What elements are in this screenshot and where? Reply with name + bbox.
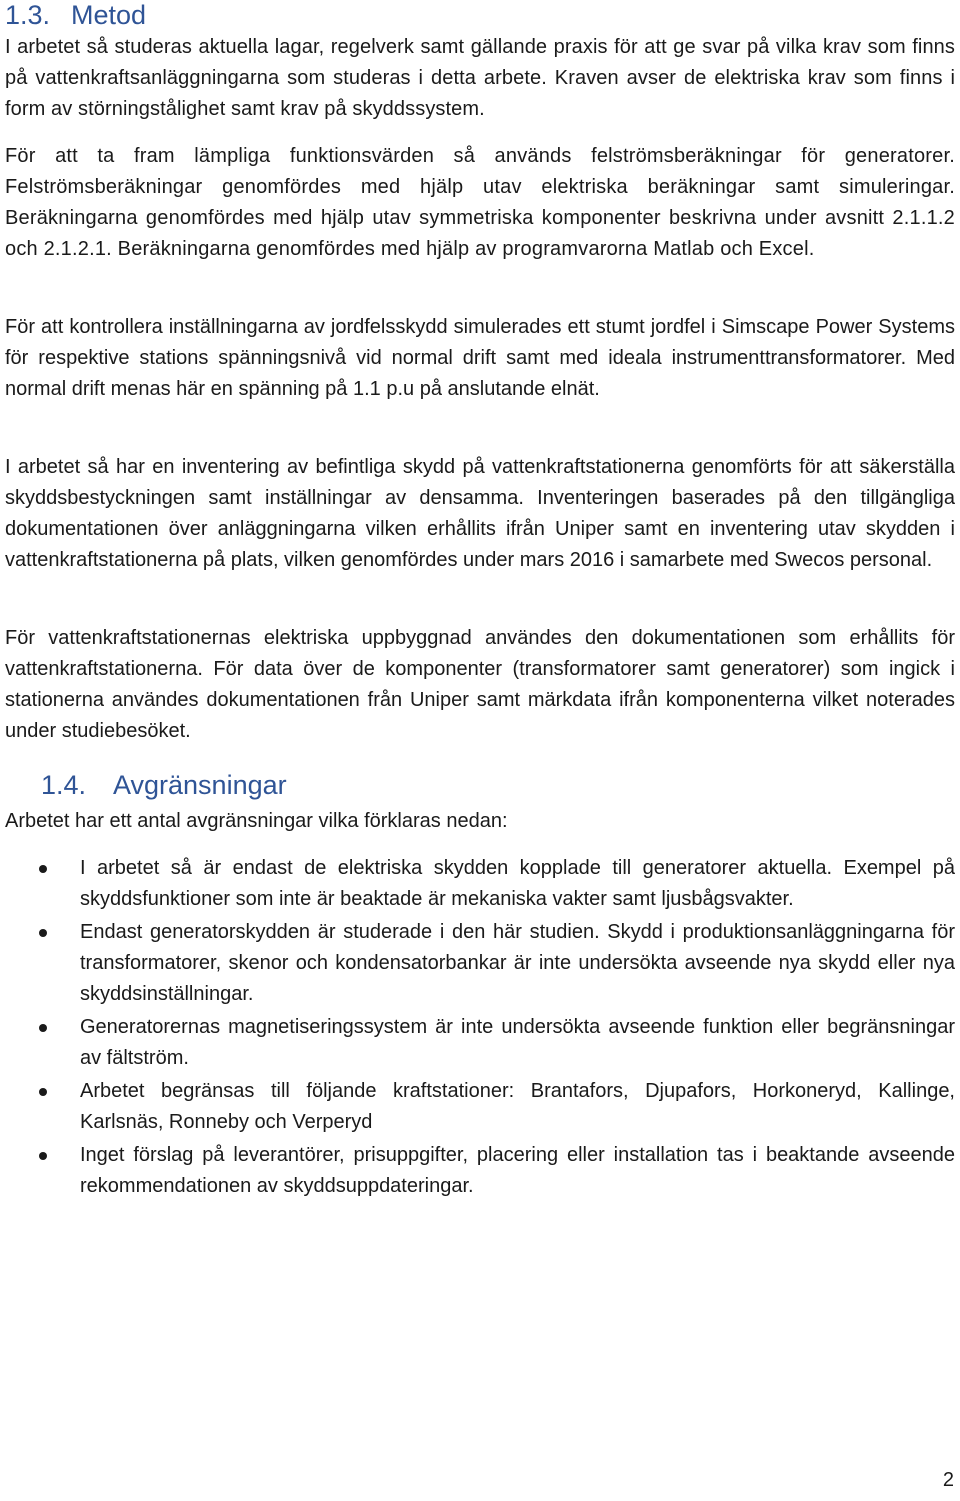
section-number: 1.4. [41,770,87,800]
list-item [5,917,955,1010]
bullet-icon [39,1088,47,1096]
bullet-icon [39,1024,47,1032]
section-title: Metod [71,0,147,30]
paragraph: I arbetet så studeras aktuella lagar, regelverk samt gällande praxis för att ge svar på vilka krav som finns på vattenkraftsanläggningarna som studeras i detta arbete. Kraven avser de elektriska krav som finns i form av störningstålighet samt krav på skyddssystem. [5,36,955,120]
limitations-list [5,853,955,1204]
bullet-icon [39,929,47,937]
list-item-text: Generatorernas magnetiseringssystem är inte undersökta avseende funktion eller begränsningar av fältström. [80,1016,955,1069]
section-number: 1.3. [5,0,51,30]
page-number: 2 [942,1469,954,1491]
list-item [5,1076,955,1138]
section-heading-metod [5,0,146,30]
paragraph: För vattenkraftstationernas elektriska uppbyggnad användes den dokumentationen som erhållits för vattenkraftstationerna. För data över de komponenter (transformatorer samt generatorer) som ingick i stationerna användes dokumentationen från Uniper samt märkdata ifrån komponenterna vilket noterades under studiebesöket. [5,627,955,742]
bullet-icon [39,1152,47,1160]
list-item-text: Inget förslag på leverantörer, prisuppgifter, placering eller installation tas i beaktande avseende rekommendationen av skyddsuppdateringar. [80,1144,955,1197]
list-item-text: I arbetet så är endast de elektriska skydden kopplade till generatorer aktuella. Exempel på skyddsfunktioner som inte är beaktade är mekaniska vakter samt ljusbågsvakter. [80,857,955,910]
list-item [5,853,955,915]
bullet-icon [39,865,47,873]
list-item-text: Endast generatorskydden är studerade i den här studien. Skydd i produktionsanläggningarna för transformatorer, skenor och kondensatorbankar är inte undersökta avseende nya skydd eller nya skyddsinställningar. [80,921,955,1005]
paragraph: För att kontrollera inställningarna av jordfelsskydd simulerades ett stumt jordfel i Simscape Power Systems för respektive stations spänningsnivå vid normal drift samt med ideala instrumenttransformatorer. Med normal drift menas här en spänning på 1.1 p.u på anslutande elnät. [5,316,955,400]
list-item [5,1012,955,1074]
list-item [5,1140,955,1202]
list-item-text: Arbetet begränsas till följande kraftstationer: Brantafors, Djupafors, Horkoneryd, Kallinge, Karlsnäs, Ronneby och Verperyd [80,1080,955,1133]
paragraph: För att ta fram lämpliga funktionsvärden så används felströmsberäkningar för generatorer. Felströmsberäkningar genomfördes med hjälp utav elektriska beräkningar samt simuleringar. Beräkningarna genomfördes med hjälp utav symmetriska komponenter beskrivna under avsnitt 2.1.1.2 och 2.1.2.1. Beräkningarna genomfördes med hjälp av programvarorna Matlab och Excel. [5,145,955,260]
paragraph: I arbetet så har en inventering av befintliga skydd på vattenkraftstationerna genomförts för att säkerställa skyddsbestyckningen samt inställningar av densamma. Inventeringen baserades på den tillgängliga dokumentationen över anläggningarna vilken erhållits ifrån Uniper samt en inventering utav skydden i vattenkraftstationerna på plats, vilken genomfördes under mars 2016 i samarbete med Swecos personal. [5,456,955,571]
section-title: Avgränsningar [113,770,287,800]
section-intro: Arbetet har ett antal avgränsningar vilka förklaras nedan: [5,810,508,832]
section-heading-avgransningar [41,770,287,800]
